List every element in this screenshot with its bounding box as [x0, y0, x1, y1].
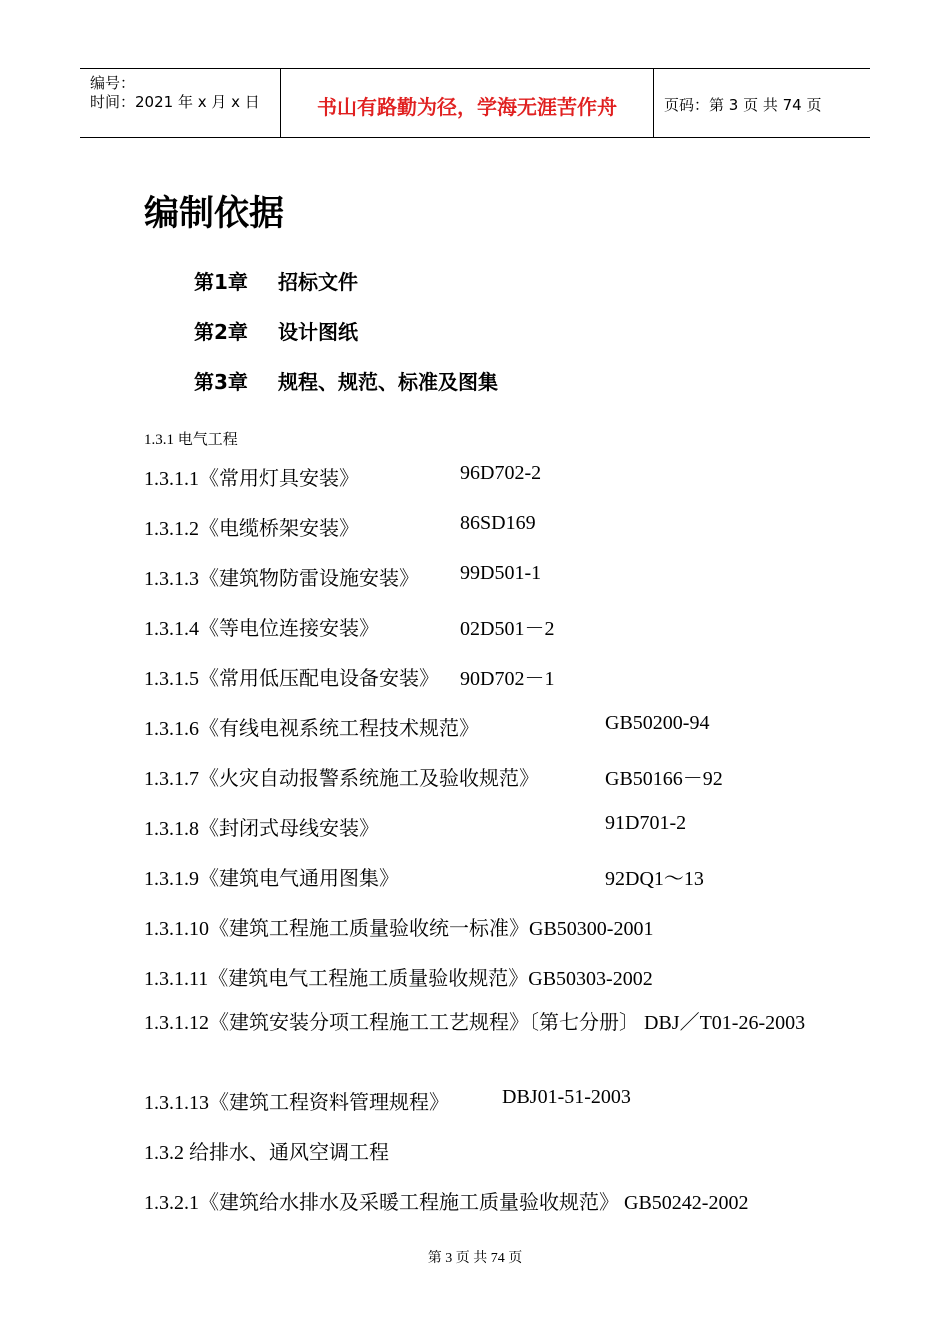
list-item — [144, 812, 687, 841]
serial-label: 编号： — [90, 74, 136, 92]
chapter-name: 招标文件 — [278, 270, 358, 294]
chapter-number: 第2章 — [194, 320, 248, 344]
list-item: 1.3.1.12《建筑安装分项工程施工工艺规程》〔第七分册〕 DBJ／T01-26-2003 — [144, 1012, 806, 1034]
page-header — [80, 68, 870, 138]
chapter-2 — [194, 316, 358, 345]
list-item: 1.3.1.11《建筑电气工程施工质量验收规范》GB50303-2002 — [144, 968, 653, 990]
item-label: 1.3.1.6《有线电视系统工程技术规范》 — [144, 718, 479, 740]
section-1-3-1-heading: 1.3.1 电气工程 — [144, 432, 238, 448]
list-item — [144, 562, 542, 591]
chapter-1 — [194, 266, 358, 295]
header-meta-cell — [80, 69, 281, 137]
item-code: 86SD169 — [460, 512, 536, 534]
item-code: 91D701-2 — [605, 812, 687, 834]
list-item — [144, 712, 710, 741]
time-label: 时间：2021 年 x 月 x 日 — [90, 93, 260, 111]
page-footer: 第 3 页 共 74 页 — [427, 1251, 523, 1266]
item-code: 96D702-2 — [460, 462, 542, 484]
item-code: 90D702－1 — [460, 668, 555, 690]
header-motto-cell — [281, 69, 654, 137]
item-code: 92DQ1～13 — [605, 868, 704, 890]
chapter-number: 第3章 — [194, 370, 248, 394]
item-code: 02D501－2 — [460, 618, 555, 640]
item-label: 1.3.1.2《电缆桥架安装》 — [144, 518, 359, 540]
list-item — [144, 612, 555, 641]
item-label: 1.3.1.9《建筑电气通用图集》 — [144, 868, 399, 890]
item-label: 1.3.1.5《常用低压配电设备安装》 — [144, 668, 439, 690]
item-label: 1.3.1.1《常用灯具安装》 — [144, 468, 359, 490]
item-code: GB50166－92 — [605, 768, 723, 790]
list-item — [144, 662, 555, 691]
chapter-3 — [194, 366, 498, 395]
section-1-3-2-heading: 1.3.2 给排水、通风空调工程 — [144, 1142, 389, 1164]
list-item: 1.3.1.10《建筑工程施工质量验收统一标准》GB50300-2001 — [144, 918, 654, 940]
chapter-name: 设计图纸 — [278, 320, 358, 344]
motto-text: 书山有路勤为径，学海无涯苦作舟 — [317, 95, 617, 119]
header-page-cell — [654, 69, 870, 137]
item-label: 1.3.1.13《建筑工程资料管理规程》 — [144, 1092, 449, 1114]
chapter-number: 第1章 — [194, 270, 248, 294]
chapter-name: 规程、规范、标准及图集 — [278, 370, 498, 394]
item-code: 99D501-1 — [460, 562, 542, 584]
item-label: 1.3.1.3《建筑物防雷设施安装》 — [144, 568, 419, 590]
item-label: 1.3.1.8《封闭式母线安装》 — [144, 818, 379, 840]
list-item: 1.3.2.1《建筑给水排水及采暖工程施工质量验收规范》 GB50242-2002 — [144, 1192, 749, 1214]
item-code: DBJ01-51-2003 — [502, 1086, 631, 1108]
item-label: 1.3.1.4《等电位连接安装》 — [144, 618, 379, 640]
document-title: 编制依据 — [144, 194, 285, 234]
item-code: GB50200-94 — [605, 712, 710, 734]
list-item — [144, 462, 542, 491]
list-item — [144, 1086, 631, 1115]
list-item — [144, 512, 536, 541]
item-label: 1.3.1.7《火灾自动报警系统施工及验收规范》 — [144, 768, 539, 790]
list-item — [144, 762, 723, 791]
list-item — [144, 862, 704, 891]
page-info: 页码：第 3 页 共 74 页 — [664, 96, 822, 114]
